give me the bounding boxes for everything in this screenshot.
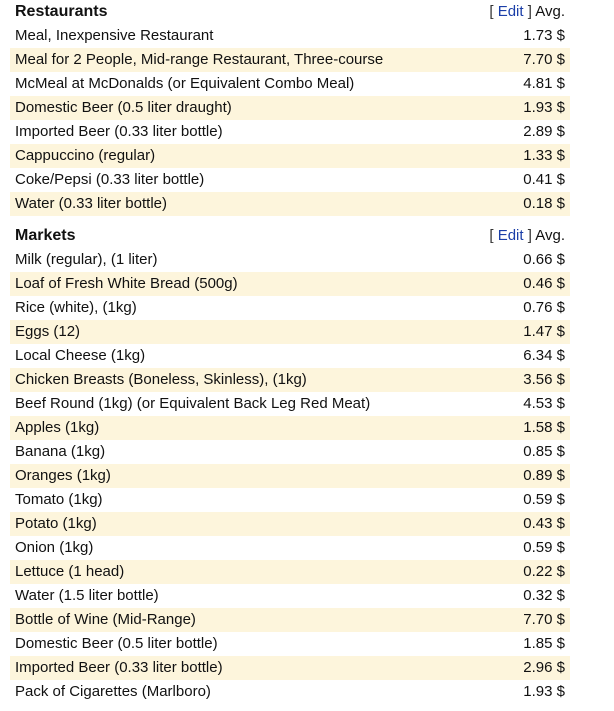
item-price: 1.93 $ <box>460 96 570 120</box>
avg-label: Avg. <box>535 227 565 244</box>
item-name: Meal, Inexpensive Restaurant <box>15 27 214 44</box>
item-name: Banana (1kg) <box>15 443 106 460</box>
item-name: Cappuccino (regular) <box>10 144 460 168</box>
price-row <box>10 488 570 512</box>
price-row <box>10 440 570 464</box>
section-header <box>10 0 570 24</box>
item-price: 0.59 $ <box>523 539 565 556</box>
price-row <box>10 368 570 392</box>
item-price: 0.41 $ <box>523 171 565 188</box>
item-price: 3.56 $ <box>460 368 570 392</box>
section-avg-header <box>460 0 570 24</box>
item-price: 7.70 $ <box>460 48 570 72</box>
item-price: 1.47 $ <box>460 320 570 344</box>
item-price: 0.66 $ <box>523 251 565 268</box>
item-name: Coke/Pepsi (0.33 liter bottle) <box>15 171 205 188</box>
section-title: Restaurants <box>15 3 108 20</box>
prices-table <box>10 0 570 704</box>
item-name: Potato (1kg) <box>10 512 460 536</box>
item-price: 6.34 $ <box>523 347 565 364</box>
price-row <box>10 512 570 536</box>
price-row <box>10 96 570 120</box>
item-name: Pack of Cigarettes (Marlboro) <box>15 683 211 700</box>
item-price: 0.46 $ <box>460 272 570 296</box>
price-row <box>10 72 570 96</box>
edit-link[interactable]: Edit <box>497 3 524 20</box>
item-price: 1.93 $ <box>523 683 565 700</box>
item-price: 1.85 $ <box>523 635 565 652</box>
item-price: 0.18 $ <box>460 192 570 216</box>
item-name: Beef Round (1kg) (or Equivalent Back Leg Red Meat) <box>15 395 371 412</box>
item-name: Apples (1kg) <box>10 416 460 440</box>
avg-label: Avg. <box>535 3 565 20</box>
item-name: Meal for 2 People, Mid-range Restaurant, Three-course <box>10 48 460 72</box>
item-name: McMeal at McDonalds (or Equivalent Combo Meal) <box>15 75 355 92</box>
item-price: 4.81 $ <box>523 75 565 92</box>
price-row <box>10 168 570 192</box>
item-price: 4.53 $ <box>523 395 565 412</box>
price-row <box>10 392 570 416</box>
item-name: Eggs (12) <box>10 320 460 344</box>
price-row <box>10 560 570 584</box>
item-price: 0.32 $ <box>523 587 565 604</box>
edit-bracket: [ Edit ] <box>489 3 532 20</box>
price-row <box>10 584 570 608</box>
item-price: 0.89 $ <box>460 464 570 488</box>
item-price: 1.58 $ <box>460 416 570 440</box>
item-price: 0.43 $ <box>460 512 570 536</box>
item-name: Imported Beer (0.33 liter bottle) <box>15 123 223 140</box>
item-price: 2.89 $ <box>523 123 565 140</box>
section-header <box>10 224 570 248</box>
price-row <box>10 24 570 48</box>
price-row <box>10 464 570 488</box>
section-title: Markets <box>15 227 76 244</box>
edit-bracket: [ Edit ] <box>489 227 532 244</box>
item-price: 1.73 $ <box>523 27 565 44</box>
price-row <box>10 680 570 704</box>
item-name: Lettuce (1 head) <box>10 560 460 584</box>
price-row <box>10 296 570 320</box>
item-name: Domestic Beer (0.5 liter draught) <box>10 96 460 120</box>
item-price: 7.70 $ <box>460 608 570 632</box>
price-row <box>10 344 570 368</box>
item-name: Onion (1kg) <box>15 539 94 556</box>
item-name: Imported Beer (0.33 liter bottle) <box>10 656 460 680</box>
item-name: Bottle of Wine (Mid-Range) <box>10 608 460 632</box>
item-name: Water (1.5 liter bottle) <box>15 587 159 604</box>
item-name: Oranges (1kg) <box>10 464 460 488</box>
item-price: 2.96 $ <box>460 656 570 680</box>
price-row <box>10 272 570 296</box>
section-avg-header <box>460 224 570 248</box>
item-price: 1.33 $ <box>460 144 570 168</box>
item-name: Water (0.33 liter bottle) <box>10 192 460 216</box>
item-name: Chicken Breasts (Boneless, Skinless), (1kg) <box>10 368 460 392</box>
edit-link[interactable]: Edit <box>497 227 524 244</box>
item-name: Milk (regular), (1 liter) <box>15 251 158 268</box>
price-row <box>10 192 570 216</box>
price-row <box>10 608 570 632</box>
price-row <box>10 416 570 440</box>
price-row <box>10 248 570 272</box>
item-name: Tomato (1kg) <box>15 491 103 508</box>
price-row <box>10 656 570 680</box>
price-row <box>10 120 570 144</box>
item-name: Domestic Beer (0.5 liter bottle) <box>15 635 218 652</box>
price-row <box>10 48 570 72</box>
section-spacer <box>10 216 570 224</box>
item-name: Loaf of Fresh White Bread (500g) <box>10 272 460 296</box>
price-row <box>10 320 570 344</box>
price-row <box>10 632 570 656</box>
price-row <box>10 144 570 168</box>
item-name: Local Cheese (1kg) <box>15 347 146 364</box>
item-price: 0.59 $ <box>523 491 565 508</box>
item-price: 0.22 $ <box>460 560 570 584</box>
item-price: 0.76 $ <box>523 299 565 316</box>
item-price: 0.85 $ <box>523 443 565 460</box>
item-name: Rice (white), (1kg) <box>15 299 137 316</box>
price-row <box>10 536 570 560</box>
